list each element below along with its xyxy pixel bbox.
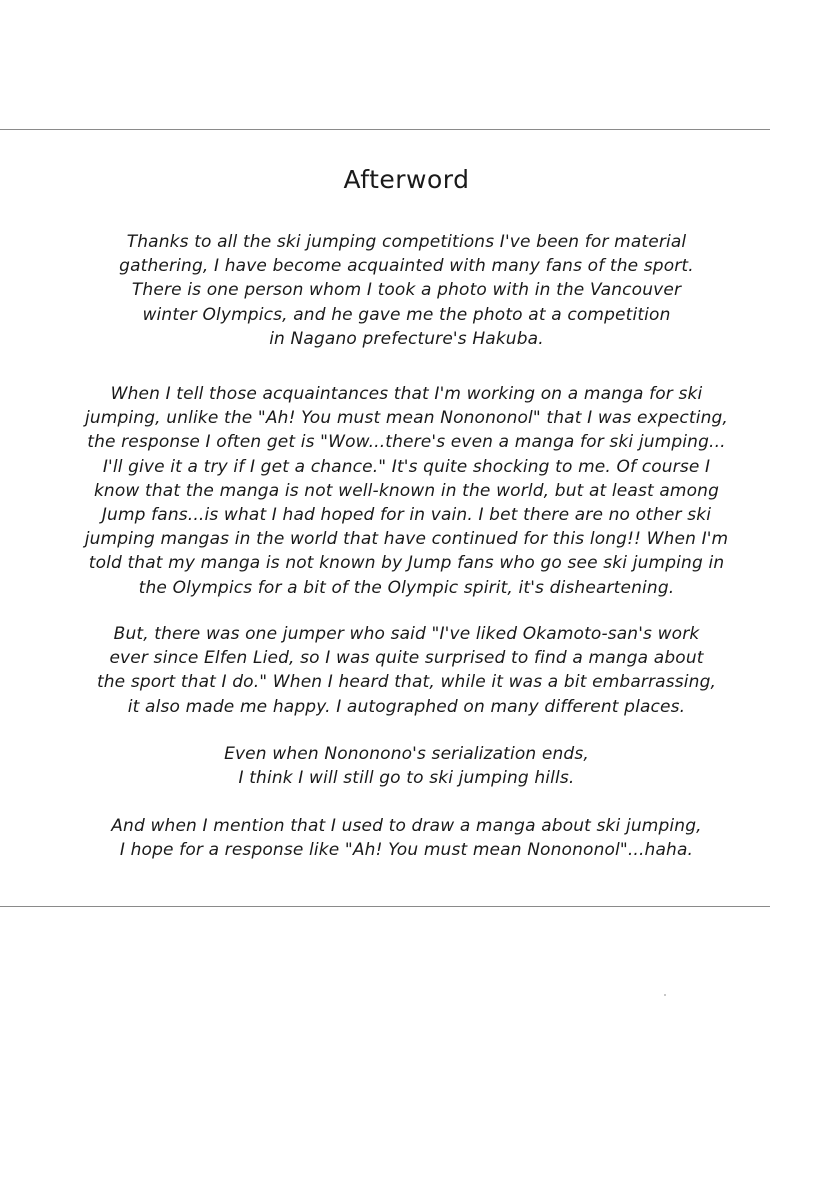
- text-line: And when I mention that I used to draw a manga about ski jumping,: [111, 816, 702, 836]
- text-line: it also made me happy. I autographed on many different places.: [127, 696, 686, 717]
- text-line: jumping, unlike the "Ah! You must mean Nonononol" that I was expecting,: [84, 408, 728, 429]
- text-line: There is one person whom I took a photo with in the Vancouver: [131, 280, 682, 301]
- text-line: ever since Elfen Lied, so I was quite surprised to find a manga about: [109, 648, 704, 669]
- text-line: When I tell those acquaintances that I'm working on a manga for ski: [110, 384, 703, 404]
- text-line: Jump fans...is what I had hoped for in vain. I bet there are no other ski: [101, 505, 712, 526]
- paragraph-2: [0, 382, 813, 600]
- text-line: know that the manga is not well-known in the world, but at least among: [93, 480, 720, 501]
- text-line: gathering, I have become acquainted with many fans of the sport.: [119, 256, 694, 277]
- text-line: told that my manga is not known by Jump fans who go see ski jumping in: [88, 553, 725, 574]
- paragraph-3: [0, 622, 813, 719]
- text-line: I think I will still go to ski jumping hills.: [238, 768, 575, 789]
- text-line: But, there was one jumper who said "I've liked Okamoto-san's work: [113, 624, 700, 644]
- text-line: Thanks to all the ski jumping competitions I've been for material: [126, 232, 687, 252]
- top-divider: [0, 129, 770, 130]
- text-line: the Olympics for a bit of the Olympic spirit, it's disheartening.: [138, 577, 675, 598]
- text-line: I hope for a response like "Ah! You must mean Nonononol"...haha.: [119, 840, 694, 861]
- text-line: I'll give it a try if I get a chance." It's quite shocking to me. Of course I: [102, 456, 711, 477]
- text-line: the sport that I do." When I heard that, while it was a bit embarrassing,: [96, 672, 717, 693]
- bottom-divider: [0, 906, 770, 907]
- text-line: winter Olympics, and he gave me the photo at a competition: [142, 304, 671, 325]
- paragraph-5: [0, 814, 813, 862]
- paragraph-1: [0, 230, 813, 351]
- text-line: jumping mangas in the world that have continued for this long!! When I'm: [84, 529, 729, 550]
- text-line: the response I often get is "Wow...there's even a manga for ski jumping...: [87, 432, 726, 453]
- text-line: in Nagano prefecture's Hakuba.: [269, 328, 544, 349]
- paragraph-4: [0, 742, 813, 790]
- page-title: Afterword: [343, 165, 470, 194]
- text-line: Even when Nononono's serialization ends,: [224, 744, 589, 764]
- scan-speck: [664, 994, 666, 996]
